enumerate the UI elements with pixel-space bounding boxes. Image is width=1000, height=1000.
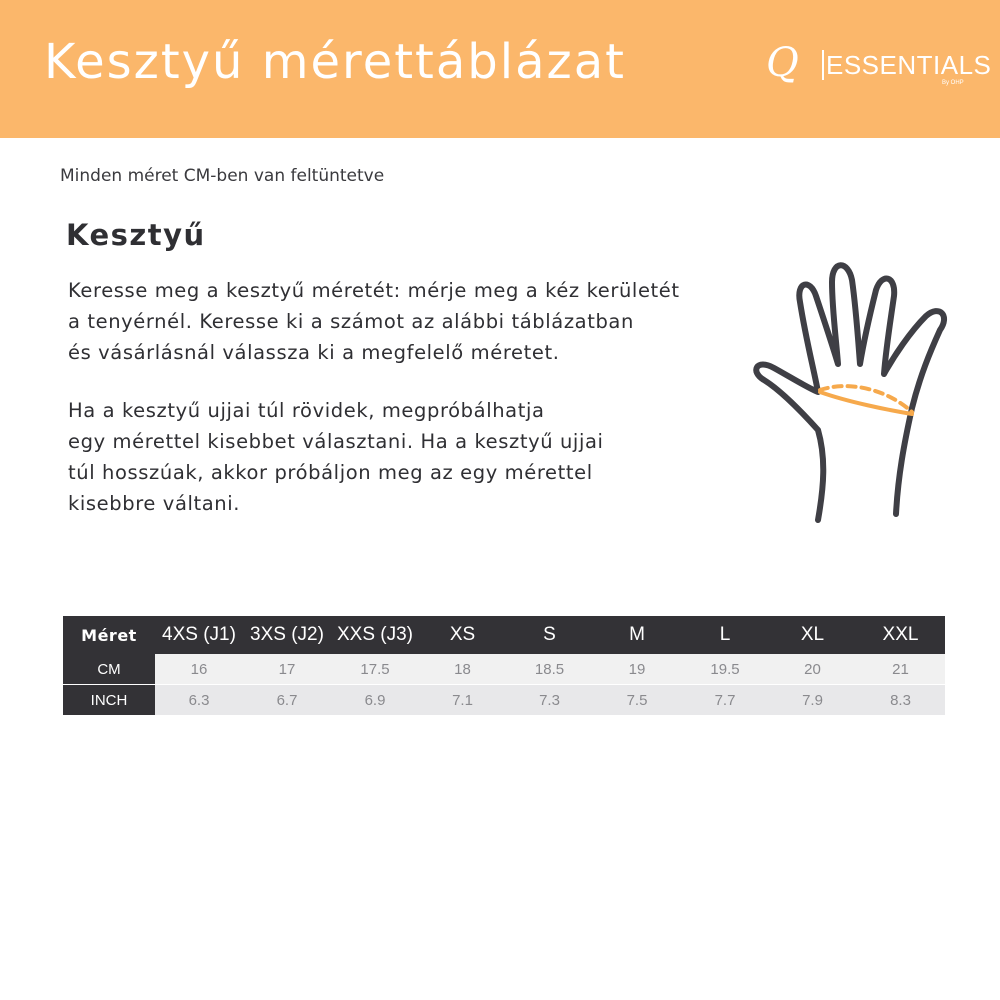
column-header: XS <box>419 616 506 654</box>
instruction-paragraph <box>68 275 680 368</box>
column-header: L <box>681 616 769 654</box>
column-header: XL <box>769 616 856 654</box>
page-title: Kesztyű mérettáblázat <box>44 34 626 90</box>
table-cell: 6.7 <box>243 685 331 716</box>
section-title: Kesztyű <box>66 218 206 252</box>
table-row <box>63 654 945 685</box>
header-banner <box>0 0 1000 138</box>
paragraph-line: túl hosszúak, akkor próbáljon meg az egy mérettel <box>68 461 593 484</box>
table-cell: 16 <box>155 654 243 685</box>
column-header: XXL <box>856 616 945 654</box>
table-cell: 7.1 <box>419 685 506 716</box>
brand-logo <box>764 40 992 96</box>
column-header: 3XS (J2) <box>243 616 331 654</box>
table-cell: 17.5 <box>331 654 419 685</box>
row-label: CM <box>63 654 155 685</box>
column-header: M <box>593 616 681 654</box>
table-cell: 8.3 <box>856 685 945 716</box>
table-cell: 7.9 <box>769 685 856 716</box>
size-table <box>63 616 945 715</box>
paragraph-line: kisebbre váltani. <box>68 492 241 515</box>
column-header: S <box>506 616 593 654</box>
paragraph-line: Keresse meg a kesztyű méretét: mérje meg a kéz kerületét <box>68 279 680 302</box>
table-cell: 6.3 <box>155 685 243 716</box>
table-cell: 19 <box>593 654 681 685</box>
table-cell: 7.5 <box>593 685 681 716</box>
table-cell: 20 <box>769 654 856 685</box>
logo-brand: ESSENTIALS <box>826 50 992 80</box>
table-cell: 19.5 <box>681 654 769 685</box>
paragraph-line: Ha a kesztyű ujjai túl rövidek, megpróbálhatja <box>68 399 545 422</box>
paragraph-line: egy mérettel kisebbet választani. Ha a kesztyű ujjai <box>68 430 604 453</box>
paragraph-line: a tenyérnél. Keresse ki a számot az alábbi táblázatban <box>68 310 634 333</box>
table-cell: 17 <box>243 654 331 685</box>
hand-measure-icon <box>748 258 948 528</box>
table-cell: 7.7 <box>681 685 769 716</box>
table-cell: 21 <box>856 654 945 685</box>
table-row <box>63 685 945 716</box>
tip-paragraph <box>68 395 604 519</box>
logo-divider <box>822 50 824 80</box>
table-header-row <box>63 616 945 654</box>
logo-subtext: By OHP <box>942 80 964 86</box>
paragraph-line: és vásárlásnál válassza ki a megfelelő méretet. <box>68 341 560 364</box>
table-corner-label: Méret <box>63 616 155 654</box>
measure-line-front <box>820 392 912 414</box>
logo-mark: Q <box>766 40 799 86</box>
column-header: XXS (J3) <box>331 616 419 654</box>
hand-outline <box>756 265 944 520</box>
measure-line-back <box>820 386 912 412</box>
table-cell: 6.9 <box>331 685 419 716</box>
table-cell: 18 <box>419 654 506 685</box>
table-cell: 7.3 <box>506 685 593 716</box>
table-cell: 18.5 <box>506 654 593 685</box>
units-note: Minden méret CM-ben van feltüntetve <box>60 166 385 186</box>
row-label: INCH <box>63 685 155 716</box>
column-header: 4XS (J1) <box>155 616 243 654</box>
